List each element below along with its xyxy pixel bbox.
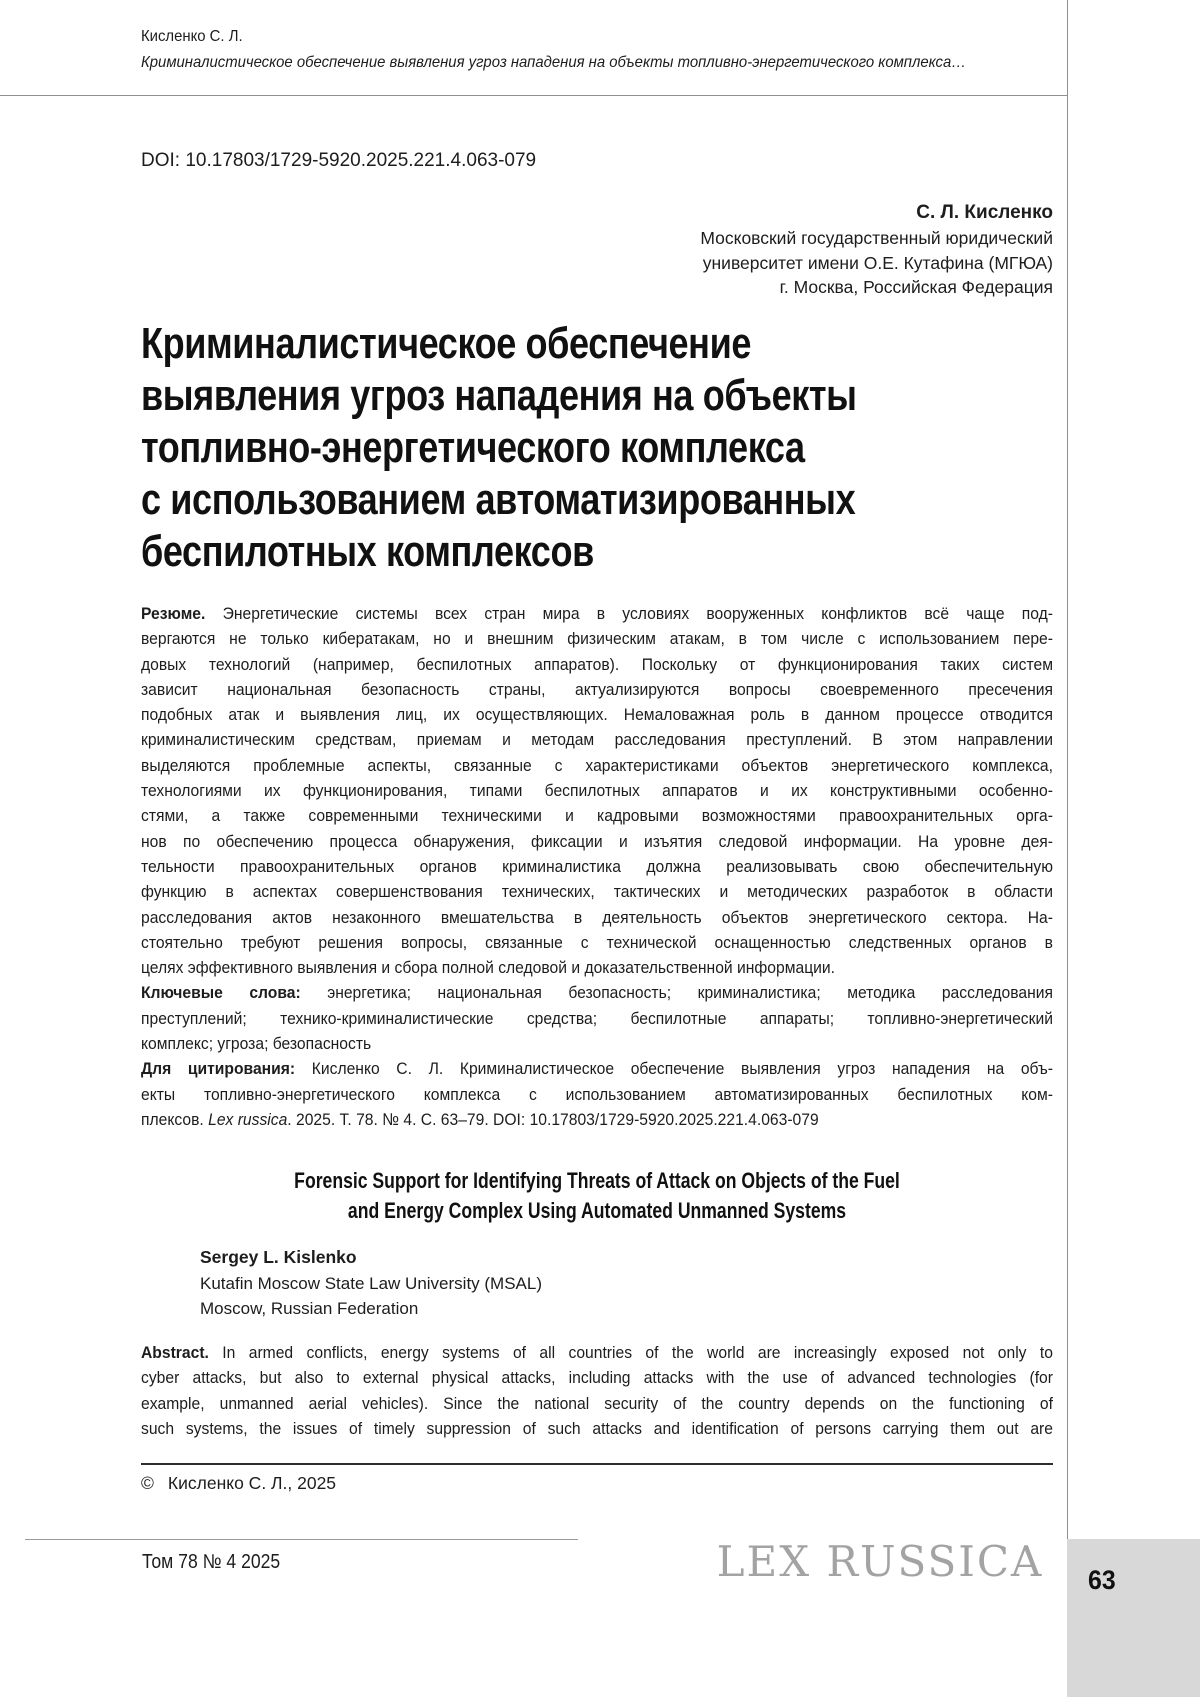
right-margin-line (1067, 0, 1068, 1539)
copyright-rule (141, 1463, 1053, 1465)
lex-russica-logo: LEX RUSSICA (716, 1537, 1044, 1586)
citation-ru: Для цитирования: Кисленко С. Л. Криминалистическое обеспечение выявления угроз нападения на объ- екты топливно-энергетического комплекса с использованием автоматизированных беспилотных ком- плексов. Lex russica. 2025. Т. 78. № 4. С. 63–79. DOI: 10.17803/1729-5920.2025.221.4.063-079 (141, 1059, 1053, 1129)
article-title-ru: Криминалистическое обеспечение выявления угроз нападения на объекты топливно-энергетического комплекса с использованием автоматизированных беспилотных комплексов (141, 319, 857, 576)
page-number: 63 (1088, 1565, 1116, 1595)
footer-rule (25, 1539, 578, 1540)
running-head-title: Криминалистическое обеспечение выявления угроз нападения на объекты топливно-энергетического комплекса… (141, 54, 967, 71)
article-title-en: Forensic Support for Identifying Threats of Attack on Objects of the Fuel and Energy Complex Using Automated Unmanned Systems (294, 1168, 900, 1223)
volume-issue-label: Том 78 № 4 2025 (142, 1551, 281, 1573)
author-name-ru: С. Л. Кисленко (916, 202, 1053, 223)
author-affiliation-ru: Московский государственный юридический университет имени О.Е. Кутафина (МГЮА) г. Москва, Российская Федерация (700, 228, 1053, 298)
author-block-ru (141, 200, 1053, 300)
english-abstract-block (141, 1340, 1053, 1442)
copyright-line (141, 1473, 336, 1494)
russian-metadata-block (141, 601, 1053, 1132)
header-rule (0, 95, 1067, 96)
author-name-en: Sergey L. Kislenko (200, 1247, 357, 1267)
doi-text: DOI: 10.17803/1729-5920.2025.221.4.063-079 (141, 150, 537, 171)
author-block-en (200, 1245, 542, 1322)
abstract-ru: Резюме. Энергетические системы всех стран мира в условиях вооруженных конфликтов всё чаще под- вергаются не только кибератакам, но и внешним физическим атакам, в том числе с использованием пере- довых технологий (например, беспилотных аппаратов). Поскольку от функционирования таких систем зависит национальная безопасность страны, актуализируются вопросы своевременного пресечения подобных атак и выявления лиц, их осуществляющих. Немаловажная роль в данном процессе отводится криминалистическим средствам, приемам и методам расследования преступлений. В этом направлении выделяются проблемные аспекты, связанные с характеристиками объектов энергетического комплекса, технологиями их функционирования, типами беспилотных аппаратов и их конструктивными особенно- стями, а также современными техническими и кадровыми возможностями правоохранительных орга- нов по обеспечению процесса обнаружения, фиксации и изъятия следовой информации. На уровне дея- тельности правоохранительных органов криминалистика должна реализовывать свою обеспечительную функцию в аспектах совершенствования технических, тактических и методических разработок в области расследования актов незаконного вмешательства в деятельность объектов энергетического сектора. На- стоятельно требуют решения вопросы, связанные с технической оснащенностью следственных органов в целях эффективного выявления и сбора полной следовой и доказательственной информации. (141, 604, 1053, 978)
page-number-band (1067, 1539, 1200, 1697)
copyright-text: Кисленко С. Л., 2025 (167, 1473, 337, 1493)
running-head-author: Кисленко С. Л. (141, 28, 243, 45)
running-head (141, 24, 966, 76)
copyright-symbol: © (141, 1473, 154, 1493)
author-affiliation-en: Kutafin Moscow State Law University (MSAL) Moscow, Russian Federation (200, 1273, 543, 1318)
keywords-ru: Ключевые слова: энергетика; национальная безопасность; криминалистика; методика расследования преступлений; технико-криминалистические средства; беспилотные аппараты; топливно-энергетический комплекс; угроза; безопасность (141, 983, 1053, 1054)
abstract-en: Abstract. In armed conflicts, energy systems of all countries of the world are increasingly exposed not only to cyber attacks, but also to external physical attacks, including attacks with the use of advanced technologies (for example, unmanned aerial vehicles). Since the national security of the country depends on the functioning of such systems, the issues of timely suppression of such attacks and identification of persons carrying them out are (141, 1343, 1053, 1439)
